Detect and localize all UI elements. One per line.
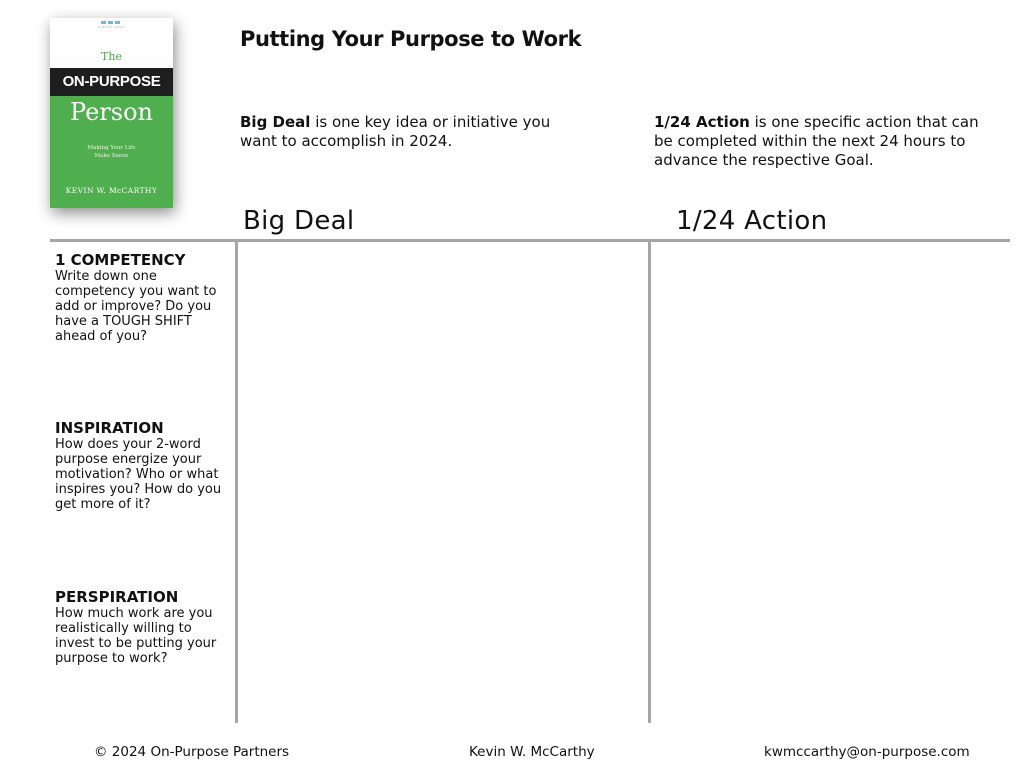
big-deal-term: Big Deal	[240, 113, 311, 131]
big-deal-column-header: Big Deal	[243, 206, 355, 236]
column-divider-right	[648, 241, 651, 723]
action-definition	[654, 113, 994, 170]
book-subtitle-line-2: Make Sense	[94, 153, 129, 159]
footer-author: Kevin W. McCarthy	[469, 744, 595, 760]
row-label-inspiration	[55, 420, 225, 512]
book-subtitle	[50, 144, 173, 160]
action-description: is one specific action that can be completed within the next 24 hours to advance the respective Goal.	[654, 113, 979, 169]
action-term: 1/24 Action	[654, 113, 750, 131]
big-deal-description: is one key idea or initiative you want to accomplish in 2024.	[240, 113, 551, 150]
column-divider-left	[235, 241, 238, 723]
book-cover-image	[50, 18, 173, 208]
row-prompt: Write down one competency you want to add or improve? Do you have a TOUGH SHIFT ahead of you?	[55, 269, 217, 344]
book-subtitle-line-1: Making Your Life	[87, 145, 136, 151]
row-prompt: How much work are you realistically willing to invest to be putting your purpose to work?	[55, 606, 217, 666]
footer-email: kwmccarthy@on-purpose.com	[764, 744, 970, 760]
row-label-competency	[55, 252, 225, 344]
row-heading: PERSPIRATION	[55, 588, 179, 606]
row-prompt: How does your 2-word purpose energize your motivation? Who or what inspires you? How do you get more of it?	[55, 437, 222, 512]
big-deal-definition	[240, 113, 570, 151]
book-author: KEVIN W. McCARTHY	[65, 186, 158, 195]
row-heading: 1 COMPETENCY	[55, 251, 186, 269]
header-divider	[50, 239, 1010, 242]
row-heading: INSPIRATION	[55, 419, 164, 437]
footer-copyright: © 2024 On-Purpose Partners	[94, 744, 290, 760]
action-column-header: 1/24 Action	[676, 206, 828, 236]
book-title-brand: ON-PURPOSE	[50, 68, 173, 96]
book-series-label: A WILEY TITLE	[98, 26, 125, 29]
row-label-perspiration	[55, 589, 225, 666]
book-title-person: Person	[70, 98, 153, 126]
page-title: Putting Your Purpose to Work	[240, 27, 582, 51]
book-title-the: The	[101, 50, 122, 63]
